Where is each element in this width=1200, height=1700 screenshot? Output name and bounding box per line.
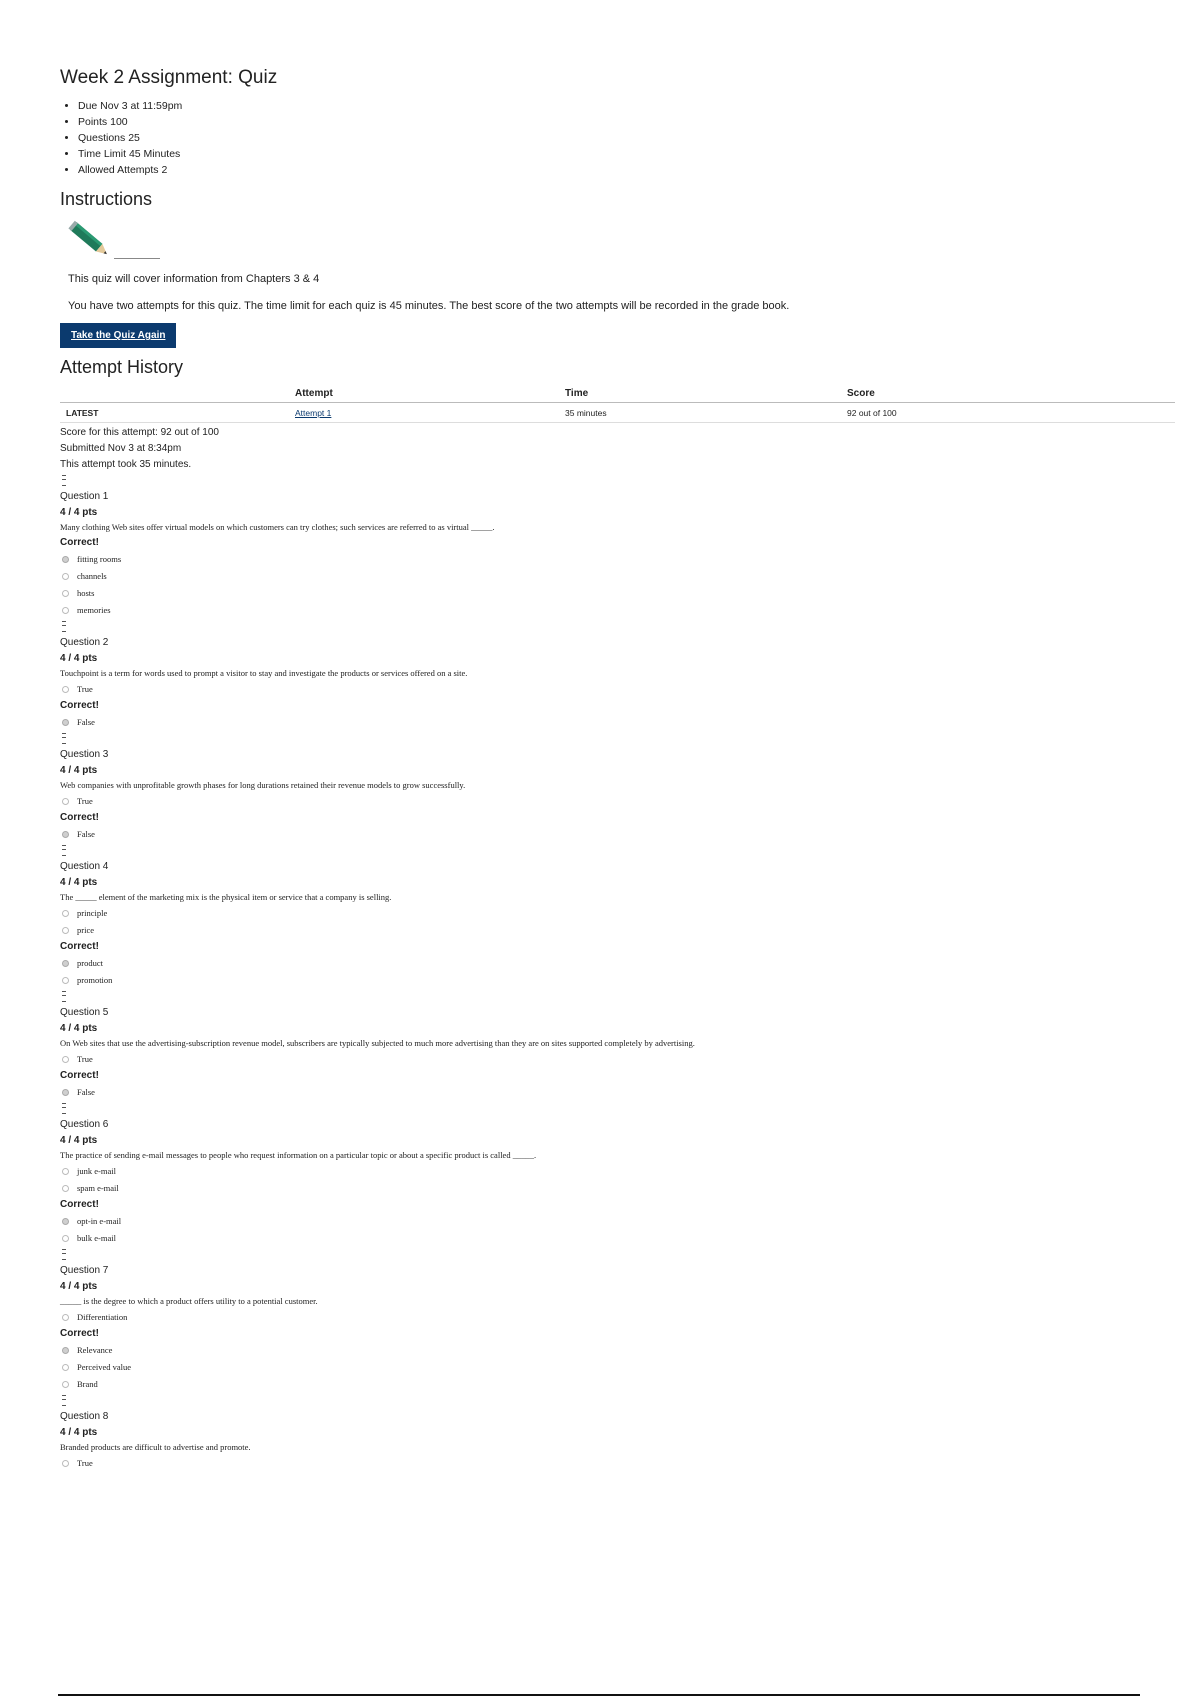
correct-label: Correct! <box>60 812 99 823</box>
question-points: 4 / 4 pts <box>60 507 98 518</box>
detail-time-limit: • Time Limit 45 Minutes <box>78 146 1180 162</box>
question-block <box>60 1249 1180 1393</box>
attempt-summary <box>60 425 1180 473</box>
page-title: Week 2 Assignment: Quiz <box>60 67 278 88</box>
radio-icon <box>62 977 69 984</box>
correct-label: Correct! <box>60 1328 99 1339</box>
answer-option <box>60 922 1180 939</box>
instructions-line-1: This quiz will cover information from Chapters 3 & 4 <box>68 273 320 285</box>
answer-option <box>60 1455 1180 1472</box>
instructions-heading: Instructions <box>60 189 153 209</box>
quiz-details <box>60 98 1180 178</box>
answer-option <box>60 1342 1180 1359</box>
attempt-score: 92 out of 100 <box>847 403 1175 423</box>
radio-icon <box>62 798 69 805</box>
answer-option <box>60 681 1180 698</box>
attempt-score-text: Score for this attempt: 92 out of 100 <box>60 427 219 438</box>
answer-option <box>60 955 1180 972</box>
answer-option <box>60 793 1180 810</box>
answer-option <box>60 972 1180 989</box>
radio-icon <box>62 1168 69 1175</box>
question-heading: Question 8 <box>60 1411 109 1422</box>
answer-option <box>60 585 1180 602</box>
answer-label: opt-in e-mail <box>77 1216 122 1226</box>
page-bottom-rule <box>58 1694 1140 1696</box>
radio-icon <box>62 910 69 917</box>
answer-option <box>60 1051 1180 1068</box>
answer-option <box>60 714 1180 731</box>
correct-label: Correct! <box>60 700 99 711</box>
question-flag-icon <box>62 1395 66 1406</box>
answer-label: Brand <box>77 1379 98 1389</box>
correct-label: Correct! <box>60 1199 99 1210</box>
radio-icon <box>62 1235 69 1242</box>
answer-label: junk e-mail <box>77 1166 116 1176</box>
answer-label: True <box>77 796 93 806</box>
question-flag-icon <box>62 475 66 486</box>
radio-icon <box>62 927 69 934</box>
answer-option <box>60 551 1180 568</box>
attempt-cell <box>295 403 565 423</box>
question-block <box>60 475 1180 619</box>
question-text: The practice of sending e-mail messages to people who request information on a particular topic or about a specific product is called _____. <box>60 1150 537 1160</box>
question-heading: Question 5 <box>60 1007 109 1018</box>
answer-label: Relevance <box>77 1345 113 1355</box>
question-points: 4 / 4 pts <box>60 1427 98 1438</box>
attempt-history-header-row <box>60 384 1175 403</box>
answer-label: True <box>77 1458 93 1468</box>
column-header-attempt: Attempt <box>295 384 565 403</box>
question-text: The _____ element of the marketing mix is the physical item or service that a company is selling. <box>60 892 392 902</box>
answer-option <box>60 602 1180 619</box>
question-block <box>60 991 1180 1101</box>
column-header-time: Time <box>565 384 847 403</box>
radio-icon <box>62 1056 69 1063</box>
question-block <box>60 1395 1180 1472</box>
question-points: 4 / 4 pts <box>60 1281 98 1292</box>
question-flag-icon <box>62 621 66 632</box>
radio-icon <box>62 1364 69 1371</box>
pencil-icon <box>66 218 114 262</box>
question-flag-icon <box>62 991 66 1002</box>
instructions-illustration <box>66 218 1180 266</box>
question-heading: Question 6 <box>60 1119 109 1130</box>
question-heading: Question 2 <box>60 637 109 648</box>
answer-label: channels <box>77 571 107 581</box>
question-heading: Question 7 <box>60 1265 109 1276</box>
answer-label: True <box>77 1054 93 1064</box>
answer-option <box>60 1309 1180 1326</box>
question-points: 4 / 4 pts <box>60 1135 98 1146</box>
answer-label: memories <box>77 605 111 615</box>
column-header-score: Score <box>847 384 1175 403</box>
answer-label: hosts <box>77 588 95 598</box>
column-header-tag <box>60 384 295 403</box>
correct-label: Correct! <box>60 537 99 548</box>
question-heading: Question 1 <box>60 491 109 502</box>
correct-label: Correct! <box>60 1070 99 1081</box>
question-list <box>60 475 1180 1472</box>
answer-label: False <box>77 717 95 727</box>
attempt-history-heading: Attempt History <box>60 357 184 377</box>
radio-icon <box>62 607 69 614</box>
answer-option <box>60 826 1180 843</box>
answer-option <box>60 905 1180 922</box>
attempt-duration-text: This attempt took 35 minutes. <box>60 459 192 470</box>
radio-icon <box>62 1381 69 1388</box>
attempt-submitted-text: Submitted Nov 3 at 8:34pm <box>60 443 182 454</box>
answer-label: False <box>77 1087 95 1097</box>
radio-icon <box>62 573 69 580</box>
signature-line <box>114 258 160 259</box>
take-quiz-again-button[interactable]: Take the Quiz Again <box>60 323 176 348</box>
question-block <box>60 1103 1180 1247</box>
table-row <box>60 403 1175 423</box>
radio-icon <box>62 1185 69 1192</box>
correct-label: Correct! <box>60 941 99 952</box>
answer-option <box>60 1230 1180 1247</box>
attempt-time: 35 minutes <box>565 403 847 423</box>
answer-label: True <box>77 684 93 694</box>
question-heading: Question 3 <box>60 749 109 760</box>
answer-option <box>60 1163 1180 1180</box>
answer-option <box>60 1084 1180 1101</box>
question-text: Many clothing Web sites offer virtual models on which customers can try clothes; such services are referred to as virtual _____. <box>60 522 495 532</box>
detail-allowed-attempts: • Allowed Attempts 2 <box>78 162 1180 178</box>
radio-selected-icon <box>62 719 69 726</box>
radio-icon <box>62 686 69 693</box>
question-flag-icon <box>62 845 66 856</box>
answer-option <box>60 568 1180 585</box>
answer-label: price <box>77 925 94 935</box>
answer-option <box>60 1359 1180 1376</box>
quiz-page <box>60 66 1180 1472</box>
latest-tag: LATEST <box>60 403 295 423</box>
question-text: _____ is the degree to which a product offers utility to a potential customer. <box>60 1296 318 1306</box>
answer-label: spam e-mail <box>77 1183 119 1193</box>
radio-selected-icon <box>62 556 69 563</box>
detail-questions: • Questions 25 <box>78 130 1180 146</box>
radio-icon <box>62 590 69 597</box>
answer-label: promotion <box>77 975 113 985</box>
answer-label: Perceived value <box>77 1362 132 1372</box>
question-block <box>60 733 1180 843</box>
question-text: Branded products are difficult to advertise and promote. <box>60 1442 251 1452</box>
question-points: 4 / 4 pts <box>60 653 98 664</box>
attempt-history-table <box>60 384 1175 423</box>
radio-icon <box>62 1460 69 1467</box>
radio-selected-icon <box>62 1089 69 1096</box>
answer-label: fitting rooms <box>77 554 122 564</box>
answer-option <box>60 1213 1180 1230</box>
answer-label: Differentiation <box>77 1312 128 1322</box>
question-text: Touchpoint is a term for words used to prompt a visitor to stay and investigate the products or services offered on a site. <box>60 668 468 678</box>
instructions-line-2: You have two attempts for this quiz. The time limit for each quiz is 45 minutes. The best score of the two attempts will be recorded in the grade book. <box>68 300 790 312</box>
answer-label: False <box>77 829 95 839</box>
answer-label: principle <box>77 908 108 918</box>
question-points: 4 / 4 pts <box>60 1023 98 1034</box>
answer-label: bulk e-mail <box>77 1233 116 1243</box>
question-text: On Web sites that use the advertising-subscription revenue model, subscribers are typically subjected to much more advertising than they are on sites supported completely by advertising. <box>60 1038 695 1048</box>
detail-points: • Points 100 <box>78 114 1180 130</box>
answer-option <box>60 1180 1180 1197</box>
question-heading: Question 4 <box>60 861 109 872</box>
question-block <box>60 621 1180 731</box>
question-flag-icon <box>62 1103 66 1114</box>
question-points: 4 / 4 pts <box>60 877 98 888</box>
question-points: 4 / 4 pts <box>60 765 98 776</box>
radio-selected-icon <box>62 960 69 967</box>
radio-icon <box>62 1314 69 1321</box>
answer-option <box>60 1376 1180 1393</box>
radio-selected-icon <box>62 1347 69 1354</box>
radio-selected-icon <box>62 831 69 838</box>
question-text: Web companies with unprofitable growth phases for long durations retained their revenue models to grow successfully. <box>60 780 466 790</box>
question-flag-icon <box>62 733 66 744</box>
detail-due: • Due Nov 3 at 11:59pm <box>78 98 1180 114</box>
answer-label: product <box>77 958 103 968</box>
question-flag-icon <box>62 1249 66 1260</box>
attempt-1-link[interactable]: Attempt 1 <box>295 408 332 418</box>
question-block <box>60 845 1180 989</box>
radio-selected-icon <box>62 1218 69 1225</box>
